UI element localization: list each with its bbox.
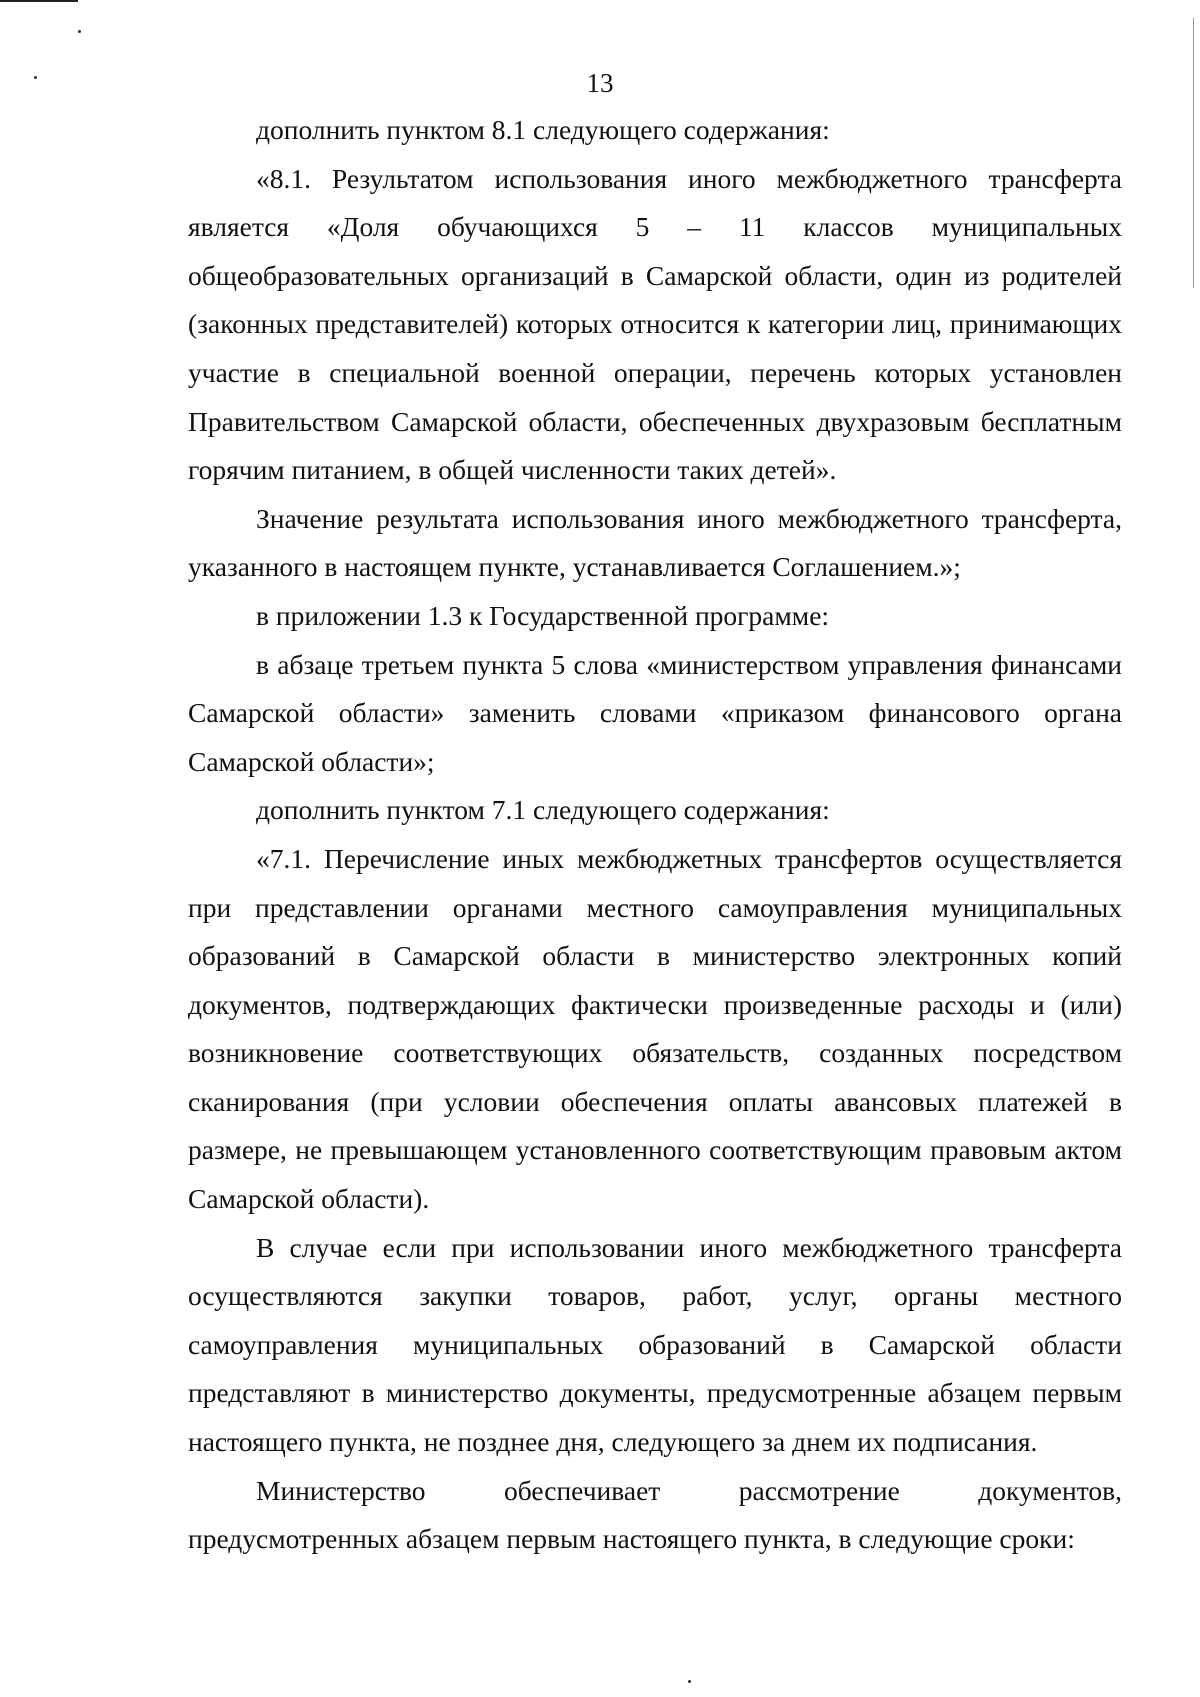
scan-edge-line xyxy=(1193,18,1194,288)
paragraph: в абзаце третьем пункта 5 слова «министерством управления финансами Самарской области» заменить словами «приказом финансового органа Самарской области»; xyxy=(188,648,1122,777)
paragraph: в приложении 1.3 к Государственной программе: xyxy=(256,599,830,631)
page-number: 13 xyxy=(586,68,614,98)
paragraph: дополнить пунктом 8.1 следующего содержания: xyxy=(256,114,830,145)
paragraph: «8.1. Результатом использования иного межбюджетного трансферта является «Доля обучающихся 5 – 11 классов муниципальных общеобразовательных организаций в Самарской области, один из родителей (законных представителей) которых относится к категории лиц, принимающих участие в специальной военной операции, перечень которых установлен Правительством Самарской области, обеспеченных двухразовым бесплатным горячим питанием, в общей численности таких детей». xyxy=(188,162,1122,486)
paragraph: Министерство обеспечивает рассмотрение документов, предусмотренных абзацем первым настоящего пункта, в следующие сроки: xyxy=(188,1474,1122,1555)
paragraph: дополнить пунктом 7.1 следующего содержания: xyxy=(256,794,830,826)
paragraph: «7.1. Перечисление иных межбюджетных трансфертов осуществляется при представлении органами местного самоуправления муниципальных образований в Самарской области в министерство электронных копий документов, подтверждающих фактически произведенные расходы и (или) возникновение соответствующих обязательств, созданных посредством сканирования (при условии обеспечения оплаты авансовых платежей в размере, не превышающем установленного соответствующим правовым актом Самарской области). xyxy=(188,842,1122,1215)
document-body xyxy=(188,106,1122,1564)
scan-speck xyxy=(78,30,81,33)
paragraph: В случае если при использовании иного межбюджетного трансферта осуществляются закупки товаров, работ, услуг, органы местного самоуправления муниципальных образований в Самарской области представляют в министерство документы, предусмотренные абзацем первым настоящего пункта, не позднее дня, следующего за днем их подписания. xyxy=(188,1231,1122,1458)
scan-top-rule xyxy=(0,0,78,2)
scan-speck xyxy=(688,1680,691,1683)
paragraph: Значение результата использования иного межбюджетного трансферта, указанного в настоящем пункте, устанавливается Соглашением.»; xyxy=(188,502,1122,583)
